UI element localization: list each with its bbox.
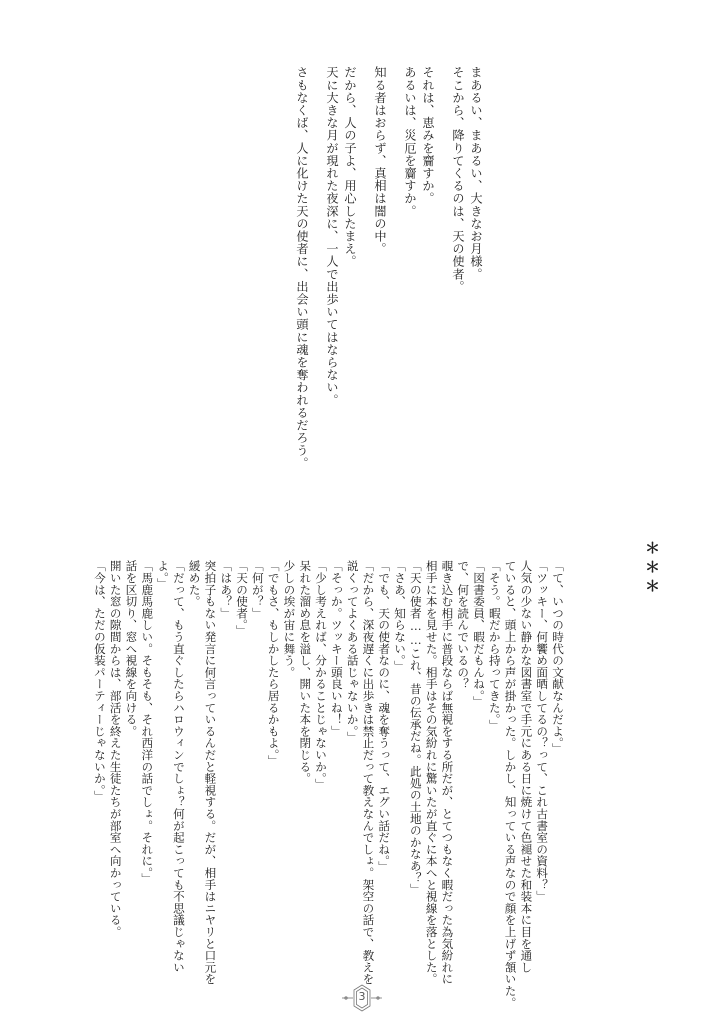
story-line: 「て、いつの時代の文献なんだよ。」 <box>551 560 565 755</box>
poem-line: 天に大きな月が現れた夜深に、一人で出歩いてはならない。 <box>325 66 339 407</box>
story-line: 「何が？」 <box>250 560 265 619</box>
story-line: 説くってよくある話じゃないか。」 <box>345 560 360 743</box>
poem-stanza-gap <box>437 66 449 466</box>
story-line: 「図書委員、暇だもんね。」 <box>472 560 487 708</box>
story-line: 覗き込む相手に普段ならば無視をする所だが、とてつもなく暇だった為気紛れに <box>440 560 455 985</box>
story-line: 話を区切り、窓へ視線を向ける。 <box>124 560 139 737</box>
poem-line: あるいは、災厄を齎すか。 <box>403 66 417 218</box>
story-line: 呆れた溜め息を溢し、開いた本を閉じる。 <box>298 560 313 785</box>
poem-stanza-gap <box>311 66 323 466</box>
story-line: 相手に本を見せた。相手はその気紛れに驚いたが直ぐに本へと視線を落とした。 <box>424 560 439 985</box>
story-line: 「今は、ただの仮装パーティーじゃないか。」 <box>92 560 107 802</box>
story-line: 「だって、もう直ぐしたらハロウィンでしょ？何が起こっても不思議じゃない <box>171 560 186 973</box>
page-number: 3 <box>358 990 366 1003</box>
story-line: 「でも、天の使者なのに、魂を奪うって、エグい話だね。」 <box>377 560 392 873</box>
story-line: よ。」 <box>156 560 171 590</box>
story-line: 「ツッキー、何饗め面晒してるの？って、これ古書室の資料？」 <box>535 560 550 903</box>
story-line: 「そう。暇だから持ってきた。」 <box>487 560 502 732</box>
story-line: 「だから、深夜遅くに出歩きは禁止だって教えなんでしょ。架空の話で、教えを <box>361 560 376 985</box>
story-line: 少しの埃が宙に舞う。 <box>282 560 297 678</box>
poem-line: さもなくば、人に化けた天の使者に、出会い頭に魂を奪われるだろう。 <box>295 66 309 470</box>
story-line: 「馬鹿馬鹿しい。そもそも、それ西洋の話でしょ。それに。」 <box>140 560 155 885</box>
story-body <box>91 560 565 1009</box>
poem-line: まあるい、まあるい、大きなお月様。 <box>469 66 483 281</box>
poem-line: そこから、降りてくるのは、天の使者。 <box>451 66 465 293</box>
story-line: 「さあ、知らない。」 <box>393 560 408 673</box>
story-line: 突拍子もない発言に何言っているんだと軽視する。だが、相手はニヤリと口元を <box>203 560 218 985</box>
story-line: で、何を読んでいるの？ <box>456 560 471 690</box>
story-line: 「少し考えれば、分かることじゃないか。」 <box>314 560 329 791</box>
story-line: 緩めた。 <box>187 560 202 608</box>
story-line: 人気の少ない静かな図書室で手元にある日に焼けて色褪せた和装本に目を通し <box>519 560 534 973</box>
story-line: 「そっか。ツッキー頭良いね！」 <box>329 560 344 737</box>
poem-line: だから、人の子よ、用心したまえ。 <box>343 66 357 268</box>
story-line: 「でもさ、もしかしたら居るかもよ。」 <box>266 560 281 767</box>
story-line: 「天の使者……これ、昔の伝承だね。此処の土地のかなあ？」 <box>408 560 423 896</box>
page-number-badge <box>340 984 384 1012</box>
scene-separator: ＊＊＊ <box>643 540 661 597</box>
story-line: 開いた窓の隙間からは、部活を終えた生徒たちが部室へ向かっている。 <box>108 560 123 938</box>
poem-line: それは、恵みを齎すか。 <box>421 66 435 205</box>
poem-stanza-gap <box>389 66 401 466</box>
story-line: ていると、頭上から声が掛かった。しかし、知っている声なので顔を上げず頷いた。 <box>503 560 518 1009</box>
poem-verse <box>293 66 485 470</box>
poem-line: 知る者はおらず、真相は闇の中。 <box>373 66 387 255</box>
poem-stanza-gap <box>359 66 371 466</box>
story-line: 「天の使者。」 <box>235 560 250 637</box>
story-line: 「はあ？」 <box>219 560 234 619</box>
